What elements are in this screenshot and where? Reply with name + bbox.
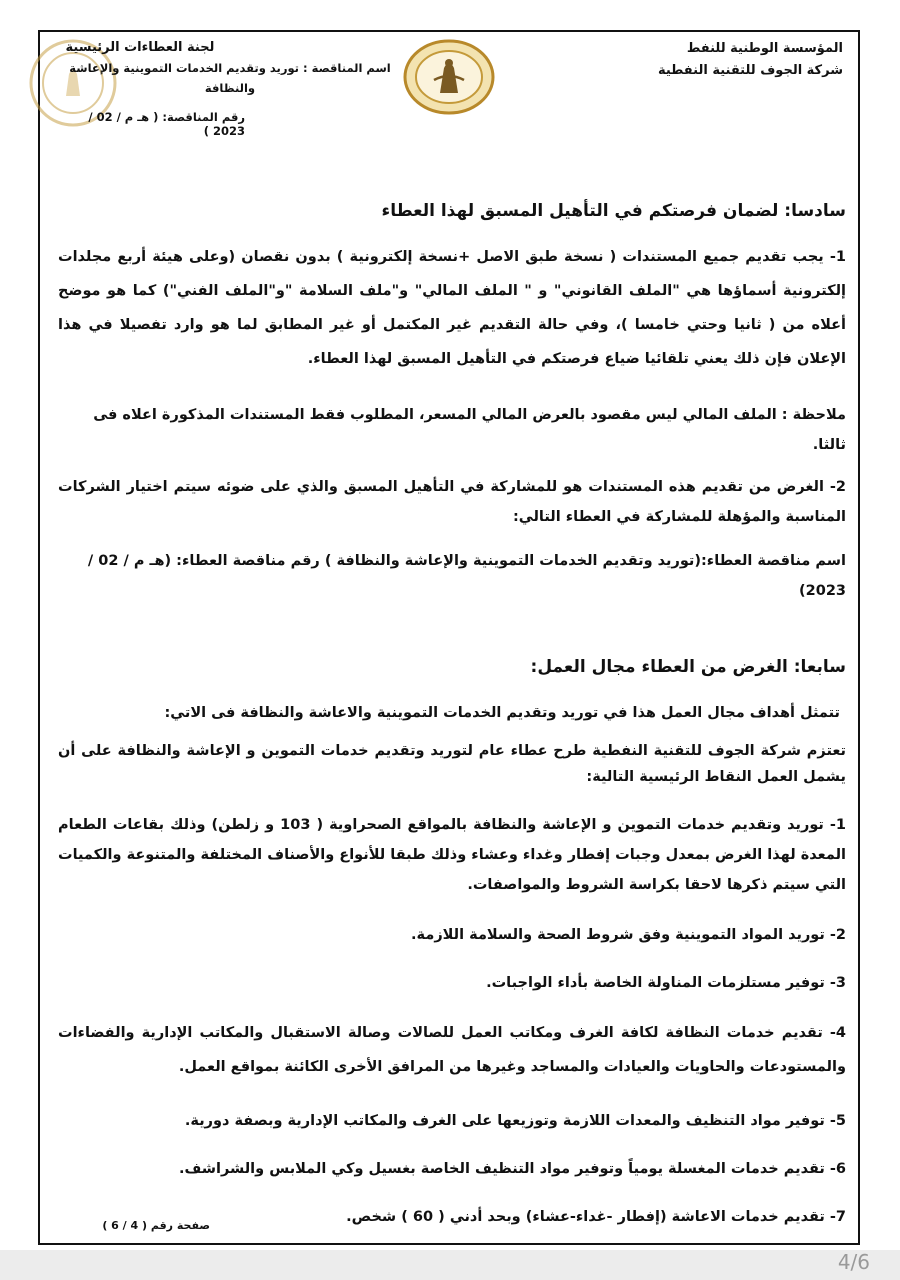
list-item: 3- توفير مستلزمات المناولة الخاصة بأداء الواجبات.	[486, 975, 846, 991]
list-item: 2- توريد المواد التموينية وفق شروط الصحة والسلامة اللازمة.	[411, 927, 846, 943]
list-item: 4- تقديم خدمات النظافة لكافة الغرف ومكاتب العمل للصالات وصالة الاستقبال والمكاتب الإدارية والفضاءات والمستودعات والحاويات والعيادات والمساجد وغيرها من المرافق الأخرى الكائنة بمواقع العمل.	[58, 1025, 846, 1075]
section6-paragraph-2: 2- الغرض من تقديم هذه المستندات هو للمشاركة في التأهيل المسبق والذي على ضوئه سيتم اختيار الشركات المناسبة والمؤهلة للمشاركة في العطاء التالي:	[58, 479, 846, 525]
section6-paragraph-1: 1- يجب تقديم جميع المستندات ( نسخة طبق الاصل +نسخة إلكترونية ) بدون نقصان (وعلى هيئة أربع مجلدات إلكترونية أسماؤها هي "الملف القانوني" و " الملف المالي" و"ملف السلامة "و"الملف الفني") كما هو موضح أعلاه من ( ثانيا وحتي خامسا )، وفي حالة التقديم غير المكتمل أو غير المطابق لما هو وارد تفصيلا في هذا الإعلان فإن ذلك يعني تلقائيا ضياع فرصتكم في التأهيل المسبق لهذا العطاء.	[58, 249, 846, 367]
section7-heading: سابعا: الغرض من العطاء مجال العمل:	[530, 657, 846, 677]
header-tender-info	[50, 38, 410, 98]
tender-number: رقم المناقصة: ( هـ م / 02 / 2023 )	[88, 110, 245, 138]
section7-intro-2: تعتزم شركة الجوف للتقنية النفطية طرح عطاء عام لتوريد وتقديم خدمات التموين و الإعاشة والنظافة على أن يشمل العمل النقاط الرئيسية التالية:	[58, 743, 846, 785]
list-item: 7- تقديم خدمات الاعاشة (إفطار -غداء-عشاء) وبحد أدني ( 60 ) شخص.	[346, 1209, 846, 1225]
document-body	[58, 190, 846, 1232]
viewer-page-indicator: 4/6	[837, 1250, 870, 1274]
tender-name: اسم المناقصة : توريد وتقديم الخدمات التموينية والإعاشة والنظافة	[69, 61, 391, 95]
company-logo	[402, 38, 496, 116]
page-number-label: صفحة رقم ( 4 / 6 )	[102, 1219, 210, 1232]
section6-heading: سادسا: لضمان فرصتكم في التأهيل المسبق لهذا العطاء	[381, 201, 846, 221]
committee-name: لجنة العطاءات الرئيسية	[65, 40, 215, 55]
section6-note: ملاحظة : الملف المالي ليس مقصود بالعرض المالي المسعر، المطلوب فقط المستندات المذكورة اعلاه فى ثالثا.	[93, 407, 846, 453]
section6-tender-line: اسم مناقصة العطاء:(توريد وتقديم الخدمات التموينية والإعاشة والنظافة ) رقم مناقصة العطاء: (هـ م / 02 / 2023)	[87, 553, 846, 599]
list-item: 6- تقديم خدمات المغسلة يومياً وتوفير مواد التنظيف الخاصة بغسيل وكي الملابس والشراشف.	[178, 1161, 846, 1177]
company-name: شركة الجوف للتقنية النفطية	[657, 63, 843, 78]
list-item: 5- توفير مواد التنظيف والمعدات اللازمة وتوزيعها على الغرف والمكاتب الإدارية وبصفة دورية.	[184, 1113, 846, 1129]
list-item: 1- توريد وتقديم خدمات التموين و الإعاشة والنظافة بالمواقع الصحراوية ( 103 و زلطن) وذلك بقاعات الطعام المعدة لهذا الغرض بمعدل وجبات إفطار وغداء وعشاء وذلك طبقا للأنواع والأصناف المختلفة والمتنوعة والكميات التي سيتم ذكرها لاحقا بكراسة الشروط والمواصفات.	[58, 817, 846, 893]
header-organization	[613, 38, 843, 82]
section7-intro: تتمثل أهداف مجال العمل هذا في توريد وتقديم الخدمات التموينية والاعاشة والنظافة فى الاتي:	[164, 705, 840, 721]
org-name: المؤسسة الوطنية للنفط	[686, 41, 843, 56]
